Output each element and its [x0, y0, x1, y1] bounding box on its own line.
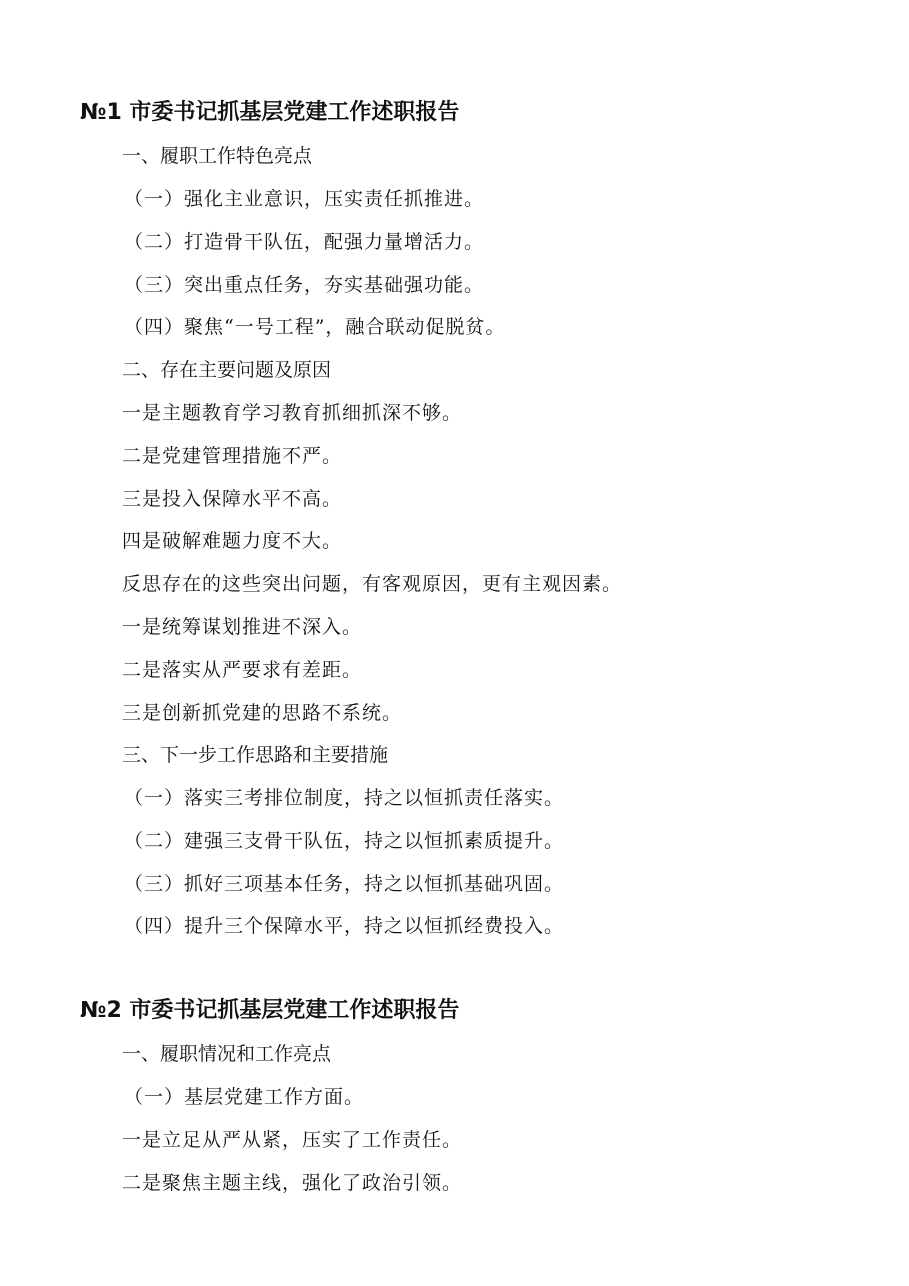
section1-item: （四）提升三个保障水平，持之以恒抓经费投入。 — [124, 915, 565, 937]
section1-item: （三）抓好三项基本任务，持之以恒抓基础巩固。 — [124, 873, 565, 895]
section1-item: 四是破解难题力度不大。 — [122, 530, 343, 552]
section1-heading-1: 一、履职工作特色亮点 — [122, 145, 313, 167]
section1-item: 一是主题教育学习教育抓细抓深不够。 — [122, 402, 463, 424]
section1-item: 二是落实从严要求有差距。 — [122, 659, 363, 681]
section1-item: （一）强化主业意识，压实责任抓推进。 — [124, 188, 485, 210]
section1-item: （一）落实三考排位制度，持之以恒抓责任落实。 — [124, 787, 565, 809]
section1-item: 三是投入保障水平不高。 — [122, 488, 343, 510]
section1-item: 反思存在的这些突出问题，有客观原因，更有主观因素。 — [122, 573, 623, 595]
section1-item: （四）聚焦“一号工程”，融合联动促脱贫。 — [124, 316, 506, 338]
section1-title: №1 市委书记抓基层党建工作述职报告 — [80, 100, 460, 125]
section2-item: 二是聚焦主题主线，强化了政治引领。 — [122, 1172, 463, 1194]
section1-heading-3: 三、下一步工作思路和主要措施 — [122, 744, 389, 766]
section2-item: （一）基层党建工作方面。 — [124, 1086, 365, 1108]
section2-title: №2 市委书记抓基层党建工作述职报告 — [80, 998, 460, 1023]
section1-item: 三是创新抓党建的思路不系统。 — [122, 702, 403, 724]
section1-item: （三）突出重点任务，夯实基础强功能。 — [124, 274, 485, 296]
section1-item: 一是统筹谋划推进不深入。 — [122, 616, 363, 638]
section1-item: （二）打造骨干队伍，配强力量增活力。 — [124, 231, 485, 253]
section2-heading-1: 一、履职情况和工作亮点 — [122, 1043, 332, 1065]
section2-item: 一是立足从严从紧，压实了工作责任。 — [122, 1129, 463, 1151]
section1-item: （二）建强三支骨干队伍，持之以恒抓素质提升。 — [124, 830, 565, 852]
section1-heading-2: 二、存在主要问题及原因 — [122, 359, 332, 381]
section1-item: 二是党建管理措施不严。 — [122, 445, 343, 467]
